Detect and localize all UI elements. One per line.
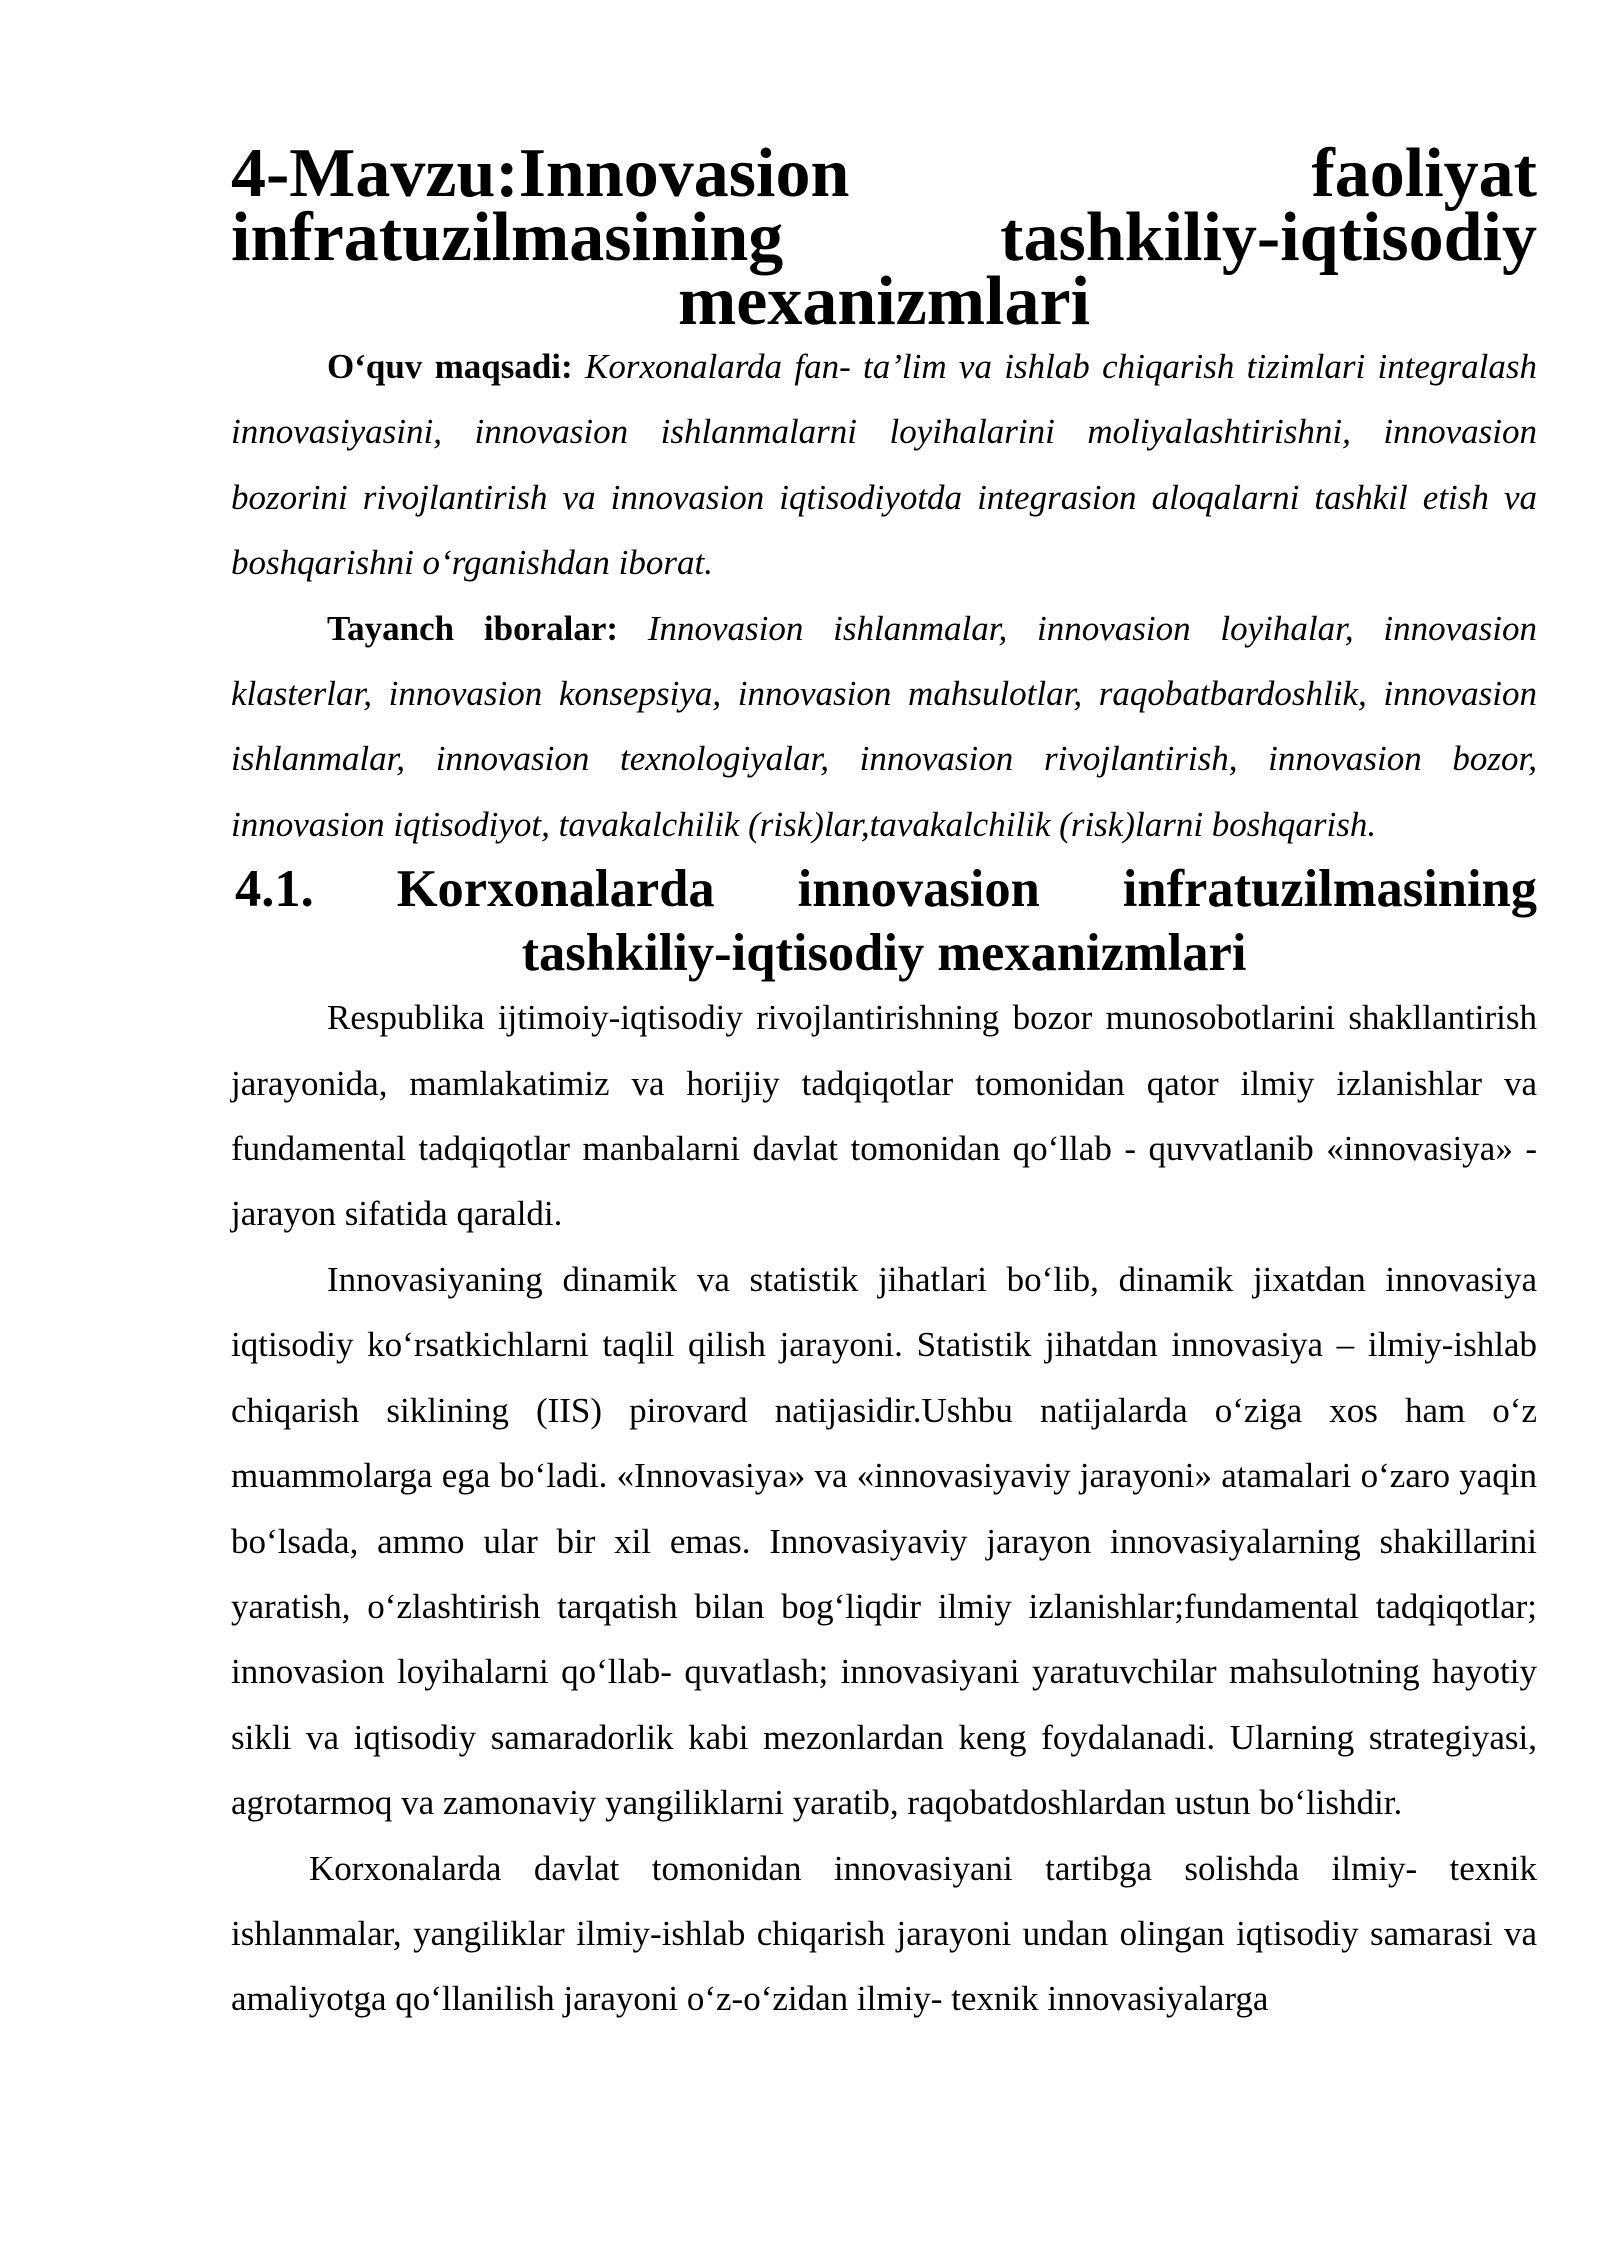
body-paragraph: Innovasiyaning dinamik va statistik jihatlari bo‘lib, dinamik jixatdan innovasiya iqtisodiy ko‘rsatkichlarni taqlil qilish jarayoni. Statistik jihatdan innovasiya – ilmiy-ishlab chiqarish siklining (IIS) pirovard natijasidir.Ushbu natijalarda o‘ziga xos ham o‘z muammolarga ega bo‘ladi. «Innovasiya» va «innovasiyaviy jarayoni» atamalari o‘zaro yaqin bo‘lsada, ammo ular bir xil emas. Innovasiyaviy jarayon innovasiyalarning shakillarini yaratish, o‘zlashtirish tarqatish bilan bog‘liqdir ilmiy izlanishlar;fundamental tadqiqotlar; innovasion loyihalarni qo‘llab- quvatlash; innovasiyani yaratuvchilar mahsulotning hayotiy sikli va iqtisodiy samaradorlik kabi mezonlardan keng foydalanadi. Ularning strategiyasi, agrotarmoq va zamonaviy yangiliklarni yaratib, raqobatdoshlardan ustun bo‘lishdir. [231,1259,1537,1823]
document-page [231,135,1537,2032]
body-paragraph: Korxonalarda davlat tomonidan innovasiyani tartibga solishda ilmiy- texnik ishlanmalar, yangiliklar ilmiy-ishlab chiqarish jarayoni undan olingan iqtisodiy samarasi va amaliyotga qo‘llanilish jarayoni o‘z-o‘zidan ilmiy- texnik innovasiyalarga [231,1848,1537,2019]
objective-paragraph [231,334,1537,596]
keywords-text: Innovasion ishlanmalar, innovasion loyihalar, innovasion klasterlar, innovasion konsepsiya, innovasion mahsulotlar, raqobatbardoshlik, innovasion ishlanmalar, innovasion texnologiyalar, innovasion rivojlantirish, innovasion bozor, innovasion iqtisodiyot, tavakalchilik (risk)lar,tavakalchilik (risk)larni boshqarish. [231,608,1537,844]
keywords-label: Tayanch iboralar: [327,608,619,648]
objective-text: Korxonalarda fan- ta’lim va ishlab chiqarish tizimlari integralash innovasiyasini, innovasion ishlanmalarni loyihalarini moliyalashtirishni, innovasion bozorini rivojlantirish va innovasion iqtisodiyotda integrasion aloqalarni tashkil etish va boshqarishni o‘rganishdan iborat. [231,347,1537,583]
section-title: 4.1. Korxonalarda innovasion infratuzilmasining tashkiliy-iqtisodiy mexanizmlari [235,860,1537,983]
topic-title: 4-Mavzu:Innovasion faoliyat infratuzilmasining tashkiliy-iqtisodiy mexanizmlari [231,135,1537,340]
body-paragraph: Respublika ijtimoiy-iqtisodiy rivojlantirishning bozor munosobotlarini shakllantirish jarayonida, mamlakatimiz va horijiy tadqiqotlar tomonidan qator ilmiy izlanishlar va fundamental tadqiqotlar manbalarni davlat tomonidan qo‘llab - quvvatlanib «innovasiya» - jarayon sifatida qaraldi. [231,998,1537,1234]
keywords-paragraph [231,596,1537,858]
objective-label: O‘quv maqsadi: [327,347,573,386]
